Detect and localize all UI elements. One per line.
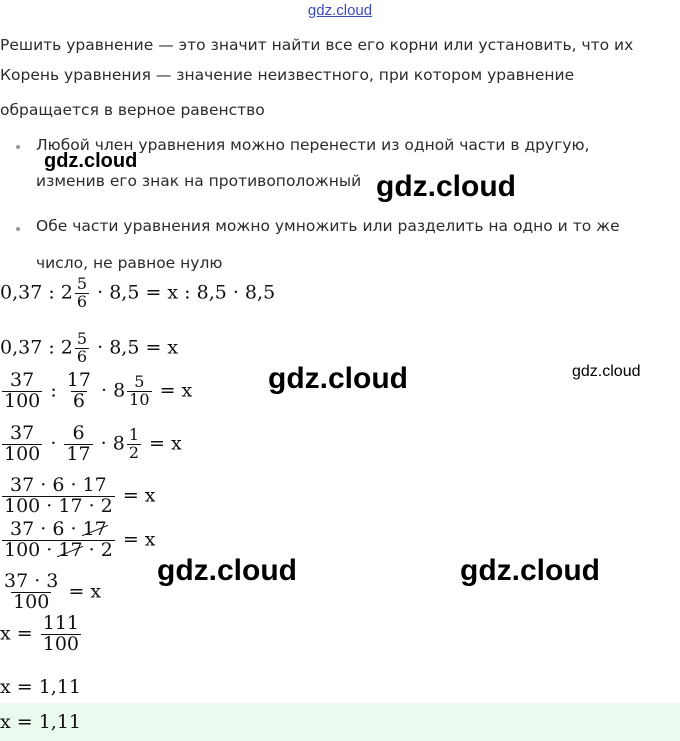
bullet-marker: [16, 145, 20, 149]
watermark: gdz.cloud: [44, 150, 138, 172]
watermark: gdz.cloud: [460, 554, 600, 587]
bullet-2-line-1: Обе части уравнения можно умножить или разделить на одно и то же: [36, 217, 620, 235]
intro-line-1: Решить уравнение — это значит найти все его корни или установить, что их: [0, 36, 634, 54]
solution-step-1: 0,37 : 2 $\frac{5}{6}$ · 8,5 = x : 8,5 · 8,5: [0, 274, 276, 311]
solution-step-9: x = 1,11: [0, 676, 82, 698]
solution-step-6: $\frac{37 \cdot 6 \cdot 17}{100 \cdot 17 \cdot 2}$ = x: [4, 518, 156, 561]
watermark: gdz.cloud: [157, 554, 297, 587]
watermark: gdz.cloud: [376, 170, 516, 203]
solution-step-2: 0,37 : 2 $\frac{5}{6}$ · 8,5 = x: [0, 329, 179, 366]
solution-step-4: $\frac{37}{100}$ · $\frac{6}{17}$ · 8 $\frac{1}{2}$ = x: [4, 422, 182, 465]
solution-step-7: $\frac{37 \cdot 3}{100}$ = x: [4, 570, 102, 613]
solution-step-5: $\frac{37 \cdot 6 \cdot 17}{100 \cdot 17 \cdot 2}$ = x: [4, 474, 156, 517]
watermark: gdz.cloud: [268, 362, 408, 395]
watermark: gdz.cloud: [572, 363, 641, 380]
final-answer: x = 1,11: [0, 711, 82, 733]
intro-line-3: обращается в верное равенство: [0, 101, 265, 119]
intro-line-2: Корень уравнения — значение неизвестного, при котором уравнение: [0, 66, 575, 84]
cancel-mark: 17: [58, 538, 83, 561]
site-link[interactable]: gdz.cloud: [307, 2, 373, 19]
answer-highlight: [0, 703, 680, 741]
bullet-marker: [16, 227, 20, 231]
bullet-1-line-1: Любой член уравнения можно перенести из одной части в другую,: [36, 136, 590, 154]
solution-step-3: $\frac{37}{100}$ : $\frac{17}{6}$ · 8 $\frac{5}{10}$ = x: [4, 369, 193, 412]
cancel-mark: 17: [82, 518, 107, 540]
solution-step-8: x = $\frac{111}{100}$: [0, 612, 79, 655]
bullet-2-line-2: число, не равное нулю: [36, 254, 223, 272]
bullet-1-line-2: изменив его знак на противоположный: [36, 172, 362, 190]
